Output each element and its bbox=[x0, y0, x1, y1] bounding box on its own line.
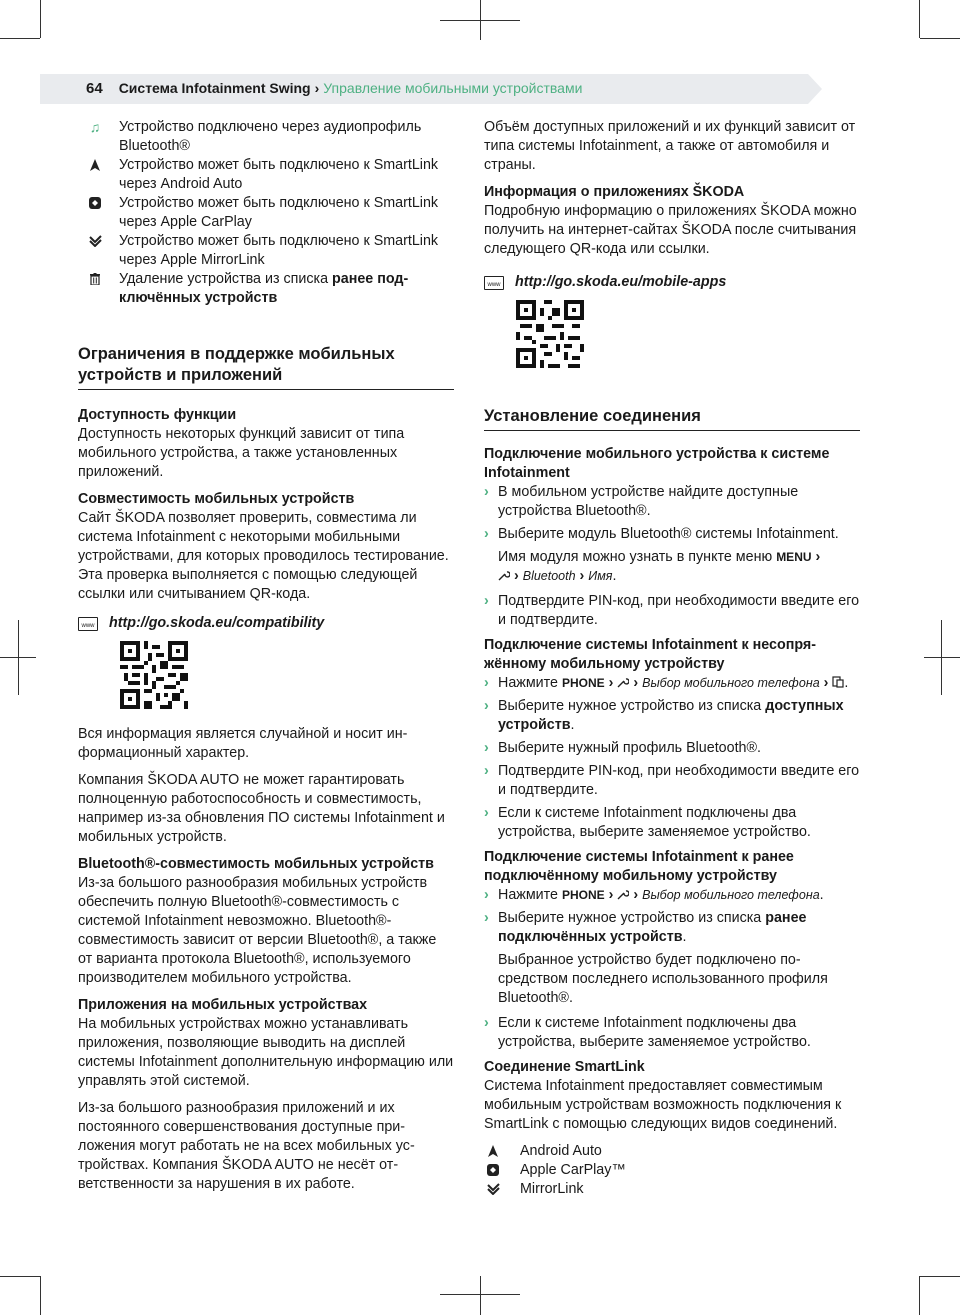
step-arrow-icon: › bbox=[484, 484, 489, 500]
step-bold: ранее подключённых устройств bbox=[498, 910, 807, 945]
subheading: Подключение мобильного устройства к системе Infotainment bbox=[484, 446, 830, 481]
chapter-title: Система Infotainment Swing bbox=[118, 80, 311, 96]
icon-legend-bold: ранее подключённых устройств bbox=[119, 271, 409, 306]
breadcrumb bbox=[86, 80, 582, 97]
crop-mark bbox=[920, 1276, 960, 1277]
crop-mark bbox=[919, 1276, 920, 1315]
smartlink-item bbox=[484, 1180, 860, 1199]
step-arrow-icon: › bbox=[484, 593, 489, 609]
paragraph: Система Infotainment предоставляет совместимым мобильным устройствам возможность подключения к SmartLink с помощью следующих видов соединений. bbox=[484, 1078, 842, 1132]
carplay-icon bbox=[486, 1163, 500, 1177]
paragraph: Объём доступных приложений и их функций зависит от типа системы Infotainment, а также от автомобиля и страны. bbox=[484, 119, 856, 173]
step-text: Выберите нужный профиль Bluetooth®. bbox=[498, 740, 762, 756]
settings-icon bbox=[498, 569, 510, 581]
subheading: Подключение системы Infotainment к ранее подключённому мобильному устройству bbox=[484, 849, 794, 884]
settings-icon bbox=[617, 676, 629, 688]
crop-mark bbox=[40, 0, 41, 38]
crop-mark bbox=[920, 38, 960, 39]
carplay-icon bbox=[88, 196, 102, 210]
music-note-icon: ♫ bbox=[89, 118, 101, 135]
subheading: Подключение системы Infotainment к несопряжённому мобильному устройству bbox=[484, 637, 817, 672]
icon-legend-item bbox=[78, 118, 454, 156]
step-arrow-icon: › bbox=[484, 675, 489, 691]
qr-code bbox=[120, 641, 454, 715]
www-icon bbox=[484, 276, 504, 290]
step-text: Выберите модуль Bluetooth® системы Infotainment. bbox=[498, 526, 839, 542]
icon-legend-item bbox=[78, 270, 454, 308]
subheading: Доступность функции bbox=[78, 407, 237, 423]
step-item: › Нажмите PHONE › › Выбор мобильного телефона. bbox=[484, 887, 824, 903]
compatibility-link[interactable]: http://go.skoda.eu/compatibility bbox=[109, 615, 325, 631]
paragraph: Сайт ŠKODA позволяет проверить, совместима ли система Infotainment с некоторыми мобильными устройствами, для которых проводилось тестирование. Эта проверка выполняется с помощью следующей ссылки или считыванием QR-кода. bbox=[78, 510, 449, 602]
subheading: Информация о приложениях ŠKODA bbox=[484, 184, 745, 200]
step-arrow-icon: › bbox=[484, 910, 489, 926]
smartlink-item-label: Android Auto bbox=[520, 1143, 602, 1159]
step-text: Выберите нужное устройство из списка bbox=[498, 698, 766, 714]
step-item bbox=[484, 804, 860, 842]
link-row bbox=[78, 614, 454, 633]
mirrorlink-icon bbox=[88, 234, 102, 248]
subheading: Совместимость мобильных устройств bbox=[78, 491, 355, 507]
www-label: www bbox=[81, 622, 95, 629]
subheading: Соединение SmartLink bbox=[484, 1059, 645, 1075]
settings-icon bbox=[617, 888, 629, 900]
icon-legend-text: Устройство может быть подключено к SmartLink через Apple MirrorLink bbox=[119, 233, 439, 268]
crop-mark bbox=[924, 657, 960, 658]
step-item bbox=[484, 592, 860, 630]
section-title: Управление мобильными устройствами bbox=[323, 80, 583, 96]
qr-code bbox=[516, 300, 860, 374]
icon-legend-text: Устройство может быть подключено к SmartLink через Android Auto bbox=[119, 157, 439, 192]
icon-legend-item bbox=[78, 232, 454, 270]
step-text: Если к системе Infotainment подключены два устройства, выберите заменяемое устройство. bbox=[498, 805, 811, 840]
step-text: Нажмите bbox=[498, 887, 562, 903]
icon-legend-item bbox=[78, 194, 454, 232]
smartlink-item bbox=[484, 1142, 860, 1161]
section-heading: Ограничения в поддержке мобильных устройств и приложений bbox=[78, 344, 454, 390]
crop-mark bbox=[919, 0, 920, 38]
smartlink-item-label: MirrorLink bbox=[520, 1181, 584, 1197]
subheading: Приложения на мобильных устройствах bbox=[78, 997, 368, 1013]
smartlink-item bbox=[484, 1161, 860, 1180]
step-arrow-icon: › bbox=[484, 1015, 489, 1031]
step-text: Если к системе Infotainment подключены два устройства, выберите заменяемое устройство. bbox=[498, 1015, 811, 1050]
page-number: 64 bbox=[86, 80, 103, 97]
paragraph: На мобильных устройствах можно устанавливать приложения, позволяющие выводить на дисплей системы Infotainment дополнительную информацию или управлять этой системой. bbox=[78, 1016, 454, 1089]
paragraph: Доступность некоторых функций зависит от типа мобильного устройства, а также установленных приложений. bbox=[78, 426, 405, 480]
step-item: › Выберите нужное устройство из списка ранее подключённых устройств. bbox=[484, 910, 807, 945]
crop-mark bbox=[480, 1276, 481, 1315]
paragraph: Подробную информацию о приложениях ŠKODA можно получить на интернет-сайтах ŠKODA после считывания следующего QR-кода или ссылки. bbox=[484, 203, 857, 257]
paragraph: Из-за большого разнообразия приложений и их постоянного совершенствования доступные приложения могут работать не на всех мобильных устройствах. Компания ŠKODA AUTO не несёт ответственности за нарушения в их работе. bbox=[78, 1100, 415, 1192]
crop-mark bbox=[941, 620, 942, 695]
step-item bbox=[484, 739, 860, 758]
step-item bbox=[484, 525, 860, 544]
crop-mark bbox=[0, 1276, 40, 1277]
mirrorlink-icon bbox=[486, 1182, 500, 1196]
step-text: Подтвердите PIN-код, при необходимости введите его и подтвердите. bbox=[498, 593, 860, 628]
www-icon bbox=[78, 617, 98, 631]
right-column bbox=[484, 118, 860, 1199]
step-item: › Нажмите PHONE › › Выбор мобильного телефона › . bbox=[484, 675, 849, 691]
step-item bbox=[484, 483, 860, 521]
icon-legend-text: Устройство может быть подключено к SmartLink через Apple CarPlay bbox=[119, 195, 439, 230]
step-item: › Выберите нужное устройство из списка доступных устройств. bbox=[484, 698, 844, 733]
path-bluetooth: Bluetooth bbox=[522, 569, 576, 583]
crop-mark bbox=[18, 620, 19, 695]
page-header-tip bbox=[808, 74, 822, 104]
crop-mark bbox=[480, 0, 481, 40]
step-text: Выберите нужное устройство из списка bbox=[498, 910, 766, 926]
path-arrow: › bbox=[579, 568, 585, 584]
path-select-phone: Выбор мобильного телефона bbox=[642, 888, 820, 902]
paragraph: Компания ŠKODA AUTO не может гарантировать полноценную работоспособность и совместимость, например из-за обновления ПО системы Infotainment и мобильных устройств. bbox=[78, 772, 445, 845]
note-text: Имя модуля можно узнать в пункте меню bbox=[498, 549, 777, 565]
left-column bbox=[78, 118, 454, 1202]
path-name: Имя bbox=[588, 569, 613, 583]
icon-legend-text: Удаление устройства из списка bbox=[119, 271, 333, 287]
mobile-apps-link[interactable]: http://go.skoda.eu/mobile-apps bbox=[515, 274, 727, 290]
step-arrow-icon: › bbox=[484, 526, 489, 542]
step-arrow-icon: › bbox=[484, 763, 489, 779]
step-text: Нажмите bbox=[498, 675, 562, 691]
icon-legend-text: Устройство подключено через аудиопрофиль Bluetooth® bbox=[119, 119, 422, 154]
step-item bbox=[484, 762, 860, 800]
paragraph: Из-за большого разнообразия мобильных устройств обеспечить полную Bluetooth®-совместимость с системой Infotainment невозможно. Bluetooth®-совместимость зависит от версии Bluetooth®, а также от варианта протокола Bluetooth®, используемого производителем мобильного устройства. bbox=[78, 875, 437, 986]
step-arrow-icon: › bbox=[484, 805, 489, 821]
step-text: В мобильном устройстве найдите доступные устройства Bluetooth®. bbox=[498, 484, 799, 519]
step-text: Подтвердите PIN-код, при необходимости введите его и подтвердите. bbox=[498, 763, 860, 798]
step-note: Выбранное устройство будет подключено посредством последнего использованного профиля Bluetooth®. bbox=[498, 952, 828, 1006]
step-bold: доступных устройств bbox=[498, 698, 844, 733]
step-item bbox=[484, 1014, 860, 1052]
link-row bbox=[484, 273, 860, 292]
subheading: Bluetooth®-совместимость мобильных устройств bbox=[78, 856, 434, 872]
step-note: Имя модуля можно узнать в пункте меню MENU › › Bluetooth › Имя. bbox=[498, 549, 821, 584]
phone-key: PHONE bbox=[561, 676, 605, 690]
path-arrow: › bbox=[815, 549, 821, 565]
step-arrow-icon: › bbox=[484, 740, 489, 756]
path-select-phone: Выбор мобильного телефона bbox=[642, 676, 820, 690]
path-arrow: › bbox=[513, 568, 519, 584]
search-device-icon bbox=[832, 676, 844, 688]
android-auto-icon bbox=[486, 1144, 500, 1158]
www-label: www bbox=[487, 281, 501, 288]
phone-key: PHONE bbox=[561, 888, 605, 902]
crop-mark bbox=[0, 38, 40, 39]
paragraph: Вся информация является случайной и носит информационный характер. bbox=[78, 726, 408, 761]
section-heading: Установление соединения bbox=[484, 406, 860, 431]
step-arrow-icon: › bbox=[484, 698, 489, 714]
crop-mark bbox=[40, 1276, 41, 1315]
breadcrumb-separator: › bbox=[314, 80, 320, 96]
step-arrow-icon: › bbox=[484, 887, 489, 903]
trash-icon bbox=[88, 272, 102, 286]
icon-legend-item bbox=[78, 156, 454, 194]
menu-key: MENU bbox=[776, 550, 812, 564]
smartlink-item-label: Apple CarPlay™ bbox=[520, 1162, 626, 1178]
android-auto-icon bbox=[88, 158, 102, 172]
